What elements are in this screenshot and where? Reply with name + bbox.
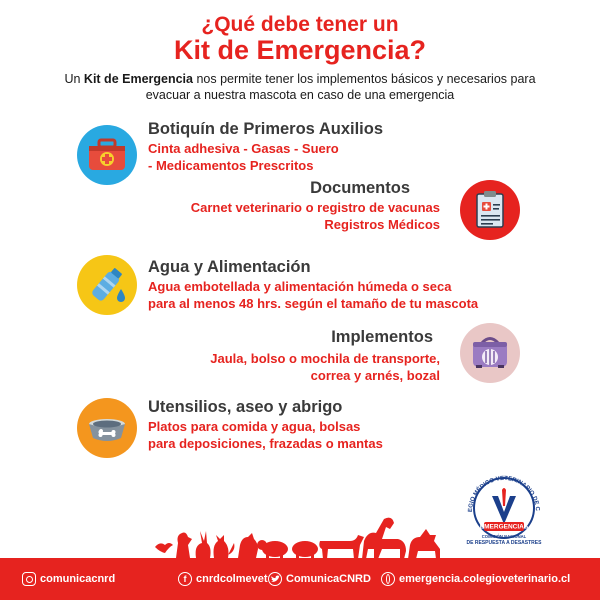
globe-icon bbox=[381, 572, 395, 586]
clipboard-icon bbox=[460, 180, 520, 240]
pet-bowl-icon bbox=[77, 398, 137, 458]
section-utensilios-line2: para deposiciones, frazadas o mantas bbox=[148, 436, 383, 451]
first-aid-kit-icon bbox=[77, 125, 137, 185]
logo-sub1: COMISIÓN NACIONAL bbox=[481, 534, 527, 539]
water-bottle-icon bbox=[77, 255, 137, 315]
logo-arc-text: EGIO MÉDICO VETERINARIO DE C bbox=[467, 475, 541, 513]
footer-website-url: emergencia.colegioveterinario.cl bbox=[399, 573, 571, 585]
pet-carrier-icon bbox=[460, 323, 520, 383]
page-title-line1: ¿Qué debe tener un bbox=[201, 13, 399, 36]
footer-instagram[interactable] bbox=[22, 571, 115, 587]
section-implementos-title: Implementos bbox=[331, 328, 433, 346]
section-agua-text bbox=[148, 278, 478, 312]
twitter-icon bbox=[268, 572, 282, 586]
section-agua-line2: para al menos 48 hrs. según el tamaño de tu mascota bbox=[148, 296, 479, 311]
intro-prefix: Un bbox=[64, 72, 84, 86]
section-botiquin-line1: Cinta adhesiva - Gasas - Suero bbox=[148, 141, 339, 156]
section-botiquin-line2: - Medicamentos Prescritos bbox=[148, 158, 314, 173]
section-agua-line1: Agua embotellada y alimentación húmeda o seca bbox=[148, 279, 452, 294]
logo-banner: EMERGENCIAS bbox=[479, 523, 529, 531]
section-implementos-text bbox=[210, 350, 440, 384]
footer-twitter-handle: ComunicaCNRD bbox=[286, 573, 371, 585]
intro-line2: evacuar a nuestra mascota en caso de una emergencia bbox=[145, 88, 455, 102]
section-documentos-title: Documentos bbox=[310, 179, 410, 197]
page-title-line2: Kit de Emergencia? bbox=[173, 35, 427, 65]
section-documentos-line1: Carnet veterinario o registro de vacunas bbox=[190, 200, 440, 215]
footer-bar bbox=[0, 558, 600, 600]
footer-facebook-handle: cnrdcolmevet bbox=[196, 573, 268, 585]
footer-facebook[interactable] bbox=[178, 571, 268, 587]
intro-text bbox=[40, 71, 560, 103]
section-utensilios-line1: Platos para comida y agua, bolsas bbox=[148, 419, 361, 434]
section-implementos-line1: Jaula, bolso o mochila de transporte, bbox=[210, 351, 440, 366]
footer-twitter[interactable] bbox=[268, 571, 371, 587]
footer-instagram-handle: comunicacnrd bbox=[40, 573, 116, 585]
facebook-icon: f bbox=[178, 572, 192, 586]
section-documentos-text bbox=[191, 199, 440, 233]
section-botiquin-title: Botiquín de Primeros Auxilios bbox=[148, 120, 384, 138]
instagram-icon bbox=[22, 572, 36, 586]
section-implementos-line2: correa y arnés, bozal bbox=[310, 368, 440, 383]
animal-silhouettes bbox=[150, 505, 450, 560]
logo-sub2: DE RESPUESTA A DESASTRES bbox=[466, 540, 542, 546]
section-utensilios-text bbox=[148, 418, 383, 452]
section-agua-title: Agua y Alimentación bbox=[148, 258, 311, 276]
section-documentos-line2: Registros Médicos bbox=[324, 217, 440, 232]
section-botiquin-text bbox=[148, 140, 339, 174]
intro-bold: Kit de Emergencia bbox=[83, 72, 193, 86]
intro-line1-rest: nos permite tener los implementos básicos y necesarios para bbox=[193, 72, 536, 86]
footer-website[interactable] bbox=[381, 571, 570, 587]
section-utensilios-title: Utensilios, aseo y abrigo bbox=[148, 398, 343, 416]
colegio-veterinario-logo bbox=[458, 466, 550, 558]
